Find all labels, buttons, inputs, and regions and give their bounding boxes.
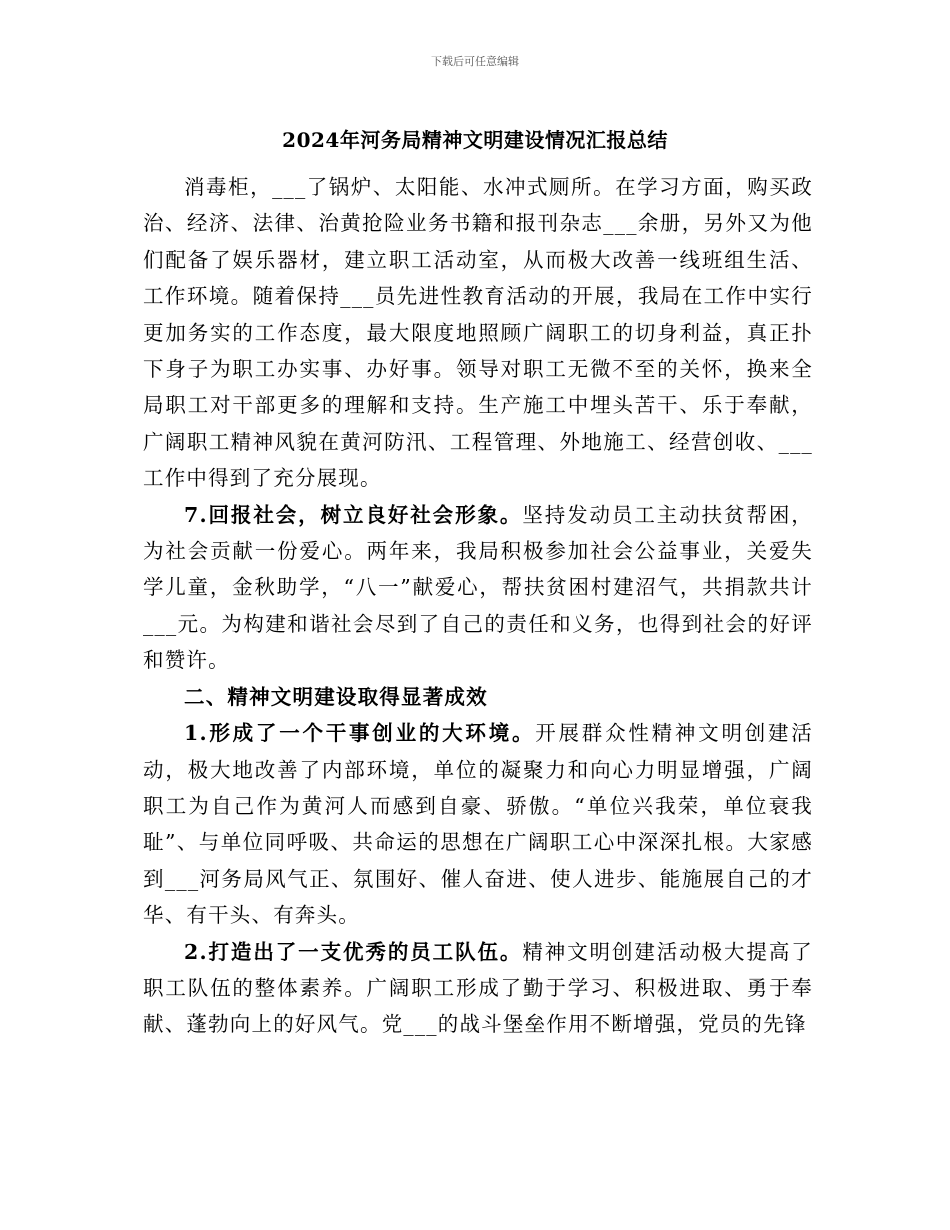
paragraph-lead: 1.形成了一个干事创业的大环境。 xyxy=(184,721,536,746)
page-header-note: 下载后可任意编辑 xyxy=(431,55,519,68)
paragraph-text: 开展群众性精神文明创建活动，极大地改善了内部环境，单位的凝聚力和向心力明显增强，广阔职工为自己作为黄河人而感到自豪、骄傲。“单位兴我荣，单位衰我耻”、与单位同呼吸、共命运的思想在广阔职工心中深深扎根。大家感到___河务局风气正、氛围好、催人奋进、使人进步、能施展自己的才华、有干头、有奔头。 xyxy=(143,721,813,928)
paragraph-text: 坚持发动员工主动扶贫帮困，为社会贡献一份爱心。两年来，我局积极参加社会公益事业，关爱失学儿童，金秋助学，“八一”献爱心，帮扶贫困村建沼气，共捐款共计___元。为构建和谐社会尽到了自己的责任和义务，也得到社会的好评和赞许。 xyxy=(143,502,813,673)
paragraph-continuation xyxy=(143,169,813,497)
paragraph-lead: 7.回报社会，树立良好社会形象。 xyxy=(184,502,523,527)
paragraph-text: 消毒柜，___了锅炉、太阳能、水冲式厕所。在学习方面，购买政治、经济、法律、治黄抢险业务书籍和报刊杂志___余册，另外又为他们配备了娱乐器材，建立职工活动室，从而极大改善一线班组生活、工作环境。随着保持___员先进性教育活动的开展，我局在工作中实行更加务实的工作态度，最大限度地照顾广阔职工的切身利益，真正扑下身子为职工办实事、办好事。领导对职工无微不至的关怀，换来全局职工对干部更多的理解和支持。生产施工中埋头苦干、乐于奉献，广阔职工精神风貌在黄河防汛、工程管理、外地施工、经营创收、___工作中得到了充分展现。 xyxy=(143,175,813,491)
document-body xyxy=(143,169,813,1043)
paragraph-lead: 2.打造出了一支优秀的员工队伍。 xyxy=(184,939,523,964)
section-heading: 二、精神文明建设取得显著成效 xyxy=(184,684,488,709)
paragraph-item-1 xyxy=(143,715,813,933)
paragraph-item-7 xyxy=(143,497,813,679)
paragraph-item-2 xyxy=(143,934,813,1043)
paragraph-text: 精神文明创建活动极大提高了职工队伍的整体素养。广阔职工形成了勤于学习、积极进取、勇于奉献、蓬勃向上的好风气。党___的战斗堡垒作用不断增强，党员的先锋 xyxy=(143,939,813,1037)
document-title: 2024年河务局精神文明建设情况汇报总结 xyxy=(282,128,668,152)
